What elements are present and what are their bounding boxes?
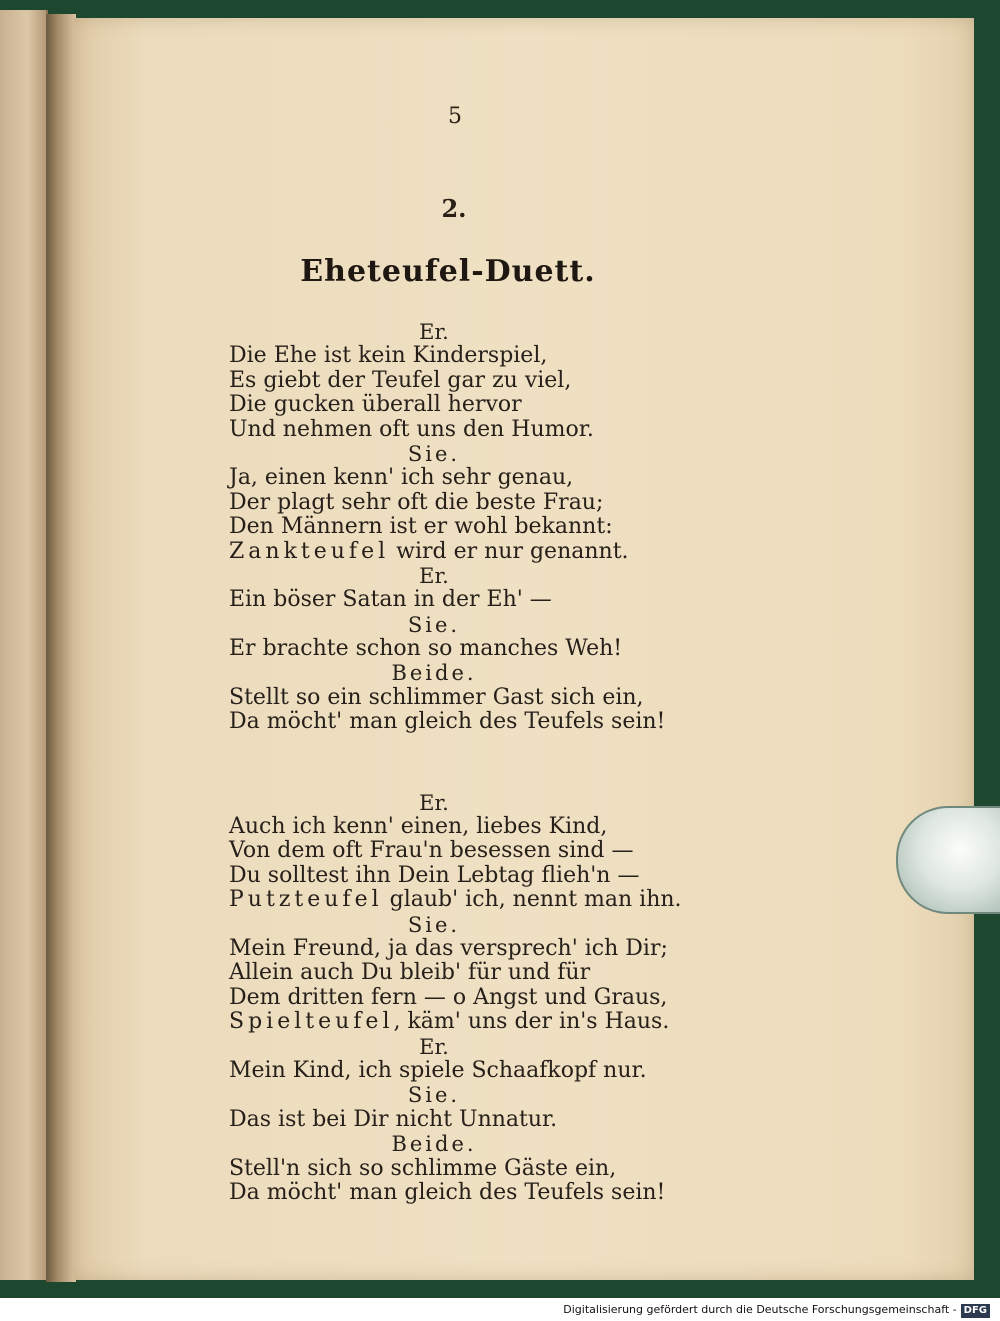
verse-text: , käm' uns der in's Haus. <box>393 1009 670 1035</box>
speaker-label: Er. <box>419 1034 449 1059</box>
verse-text: Dem dritten fern — o Angst und Graus, <box>229 984 668 1010</box>
verse-text: Mein Freund, ja das versprech' ich Dir; <box>229 935 668 961</box>
page-clip <box>896 806 1000 914</box>
verse-text: Und nehmen oft uns den Humor. <box>229 416 594 442</box>
poem-text <box>229 320 749 1205</box>
verse-text: Das ist bei Dir nicht Unnatur. <box>229 1106 558 1132</box>
verse-text: Auch ich kenn' einen, liebes Kind, <box>229 814 608 840</box>
verse-line <box>229 1059 749 1083</box>
verse-line <box>229 1108 749 1132</box>
speaker-label: Er. <box>419 790 449 815</box>
verse-line <box>229 864 749 888</box>
verse-line <box>229 815 749 839</box>
verse-text: wird er nur genannt. <box>389 538 629 564</box>
verse-line <box>229 540 749 564</box>
verse-line <box>229 344 749 368</box>
speaker-label: Beide. <box>391 1132 477 1157</box>
footer-text: Digitalisierung gefördert durch die Deutsche Forschungsgemeinschaft - <box>563 1303 957 1316</box>
verse-text: Den Männern ist er wohl bekannt: <box>229 514 613 540</box>
verse-line <box>229 418 749 442</box>
verse-text: Mein Kind, ich spiele Schaafkopf nur. <box>229 1057 647 1083</box>
verse-text: Ein böser Satan in der Eh' — <box>229 587 552 613</box>
verse-line <box>229 1181 749 1205</box>
verse-line <box>229 369 749 393</box>
verse-text: Er brachte schon so manches Weh! <box>229 636 623 662</box>
speaker-label: Sie. <box>407 912 461 937</box>
book-spine <box>46 14 76 1282</box>
verse-line <box>229 637 749 661</box>
verse-line <box>229 588 749 612</box>
emphasized-word: Spielteufel <box>229 1009 394 1035</box>
verse-line <box>229 839 749 863</box>
verse-line <box>229 888 749 912</box>
verse-text: Es giebt der Teufel gar zu viel, <box>229 367 572 393</box>
verse-line <box>229 491 749 515</box>
speaker-label: Er. <box>419 563 449 588</box>
verse-line <box>229 1157 749 1181</box>
verse-text: Die Ehe ist kein Kinderspiel, <box>229 343 548 369</box>
verse-line <box>229 515 749 539</box>
verse-text: Der plagt sehr oft die beste Frau; <box>229 489 604 515</box>
emphasized-word: Putzteufel <box>229 887 383 913</box>
speaker-label: Beide. <box>391 661 477 686</box>
speaker-label: Er. <box>419 320 449 344</box>
verse-text: Du solltest ihn Dein Lebtag flieh'n — <box>229 862 640 888</box>
stanza-gap <box>229 735 749 791</box>
verse-text: Stell'n sich so schlimme Gäste ein, <box>229 1155 617 1181</box>
speaker-label: Sie. <box>407 612 461 637</box>
verse-line <box>229 1010 749 1034</box>
verse-line <box>229 686 749 710</box>
verse-text: Da möcht' man gleich des Teufels sein! <box>229 709 666 735</box>
verse-line <box>229 961 749 985</box>
verse-line <box>229 466 749 490</box>
verse-line <box>229 986 749 1010</box>
book-page: 5 2. Eheteufel-Duett. Er. Die Ehe ist kein Kinderspiel, Es giebt der Teufel gar zu viel, Die gucken überall hervor Und nehmen oft uns den Humor. Sie. Ja, einen kenn' ich sehr genau, Der plagt sehr oft die beste Frau; Den Männern ist er wohl bekannt: Zankteufel wird er nur genannt. Er. Ein böser Satan in der Eh' — Sie. Er brachte schon so manches Weh! Beide. Stellt so ein schlimmer Gast sich ein, Da möcht' man gleich des Teufels sein! Er. Auch ich kenn' einen, liebes Kind, Von dem oft Frau'n besessen sind — Du solltest ihn Dein Lebtag flieh'n — Putzteufel glaub' ich, nennt man ihn. Sie. Mein Freund, ja das versprech' ich Dir; Allein auch Du bleib' für und für Dem dritten fern — o Angst und Graus, Spielteufel, käm' uns der in's Haus. Er. Mein Kind, ich spiele Schaafkopf nur. Sie. Das ist bei Dir nicht Unnatur. Beide. Stell'n sich so schlimme Gäste ein, Da möcht' man gleich des Teufels sein! <box>74 18 974 1280</box>
verse-line <box>229 710 749 734</box>
verse-line <box>229 393 749 417</box>
previous-page-edge <box>0 10 48 1280</box>
speaker-label: Sie. <box>407 1083 461 1108</box>
verse-text: glaub' ich, nennt man ihn. <box>382 887 682 913</box>
verse-text: Die gucken überall hervor <box>229 392 522 418</box>
speaker-label: Sie. <box>407 441 461 466</box>
verse-text: Allein auch Du bleib' für und für <box>229 960 591 986</box>
emphasized-word: Zankteufel <box>229 538 390 564</box>
dfg-logo: DFG <box>961 1304 990 1318</box>
footer-credit <box>0 1298 1000 1321</box>
verse-line <box>229 937 749 961</box>
verse-text: Da möcht' man gleich des Teufels sein! <box>229 1179 666 1205</box>
verse-text: Stellt so ein schlimmer Gast sich ein, <box>229 684 644 710</box>
verse-text: Von dem oft Frau'n besessen sind — <box>229 838 634 864</box>
verse-text: Ja, einen kenn' ich sehr genau, <box>229 465 574 491</box>
